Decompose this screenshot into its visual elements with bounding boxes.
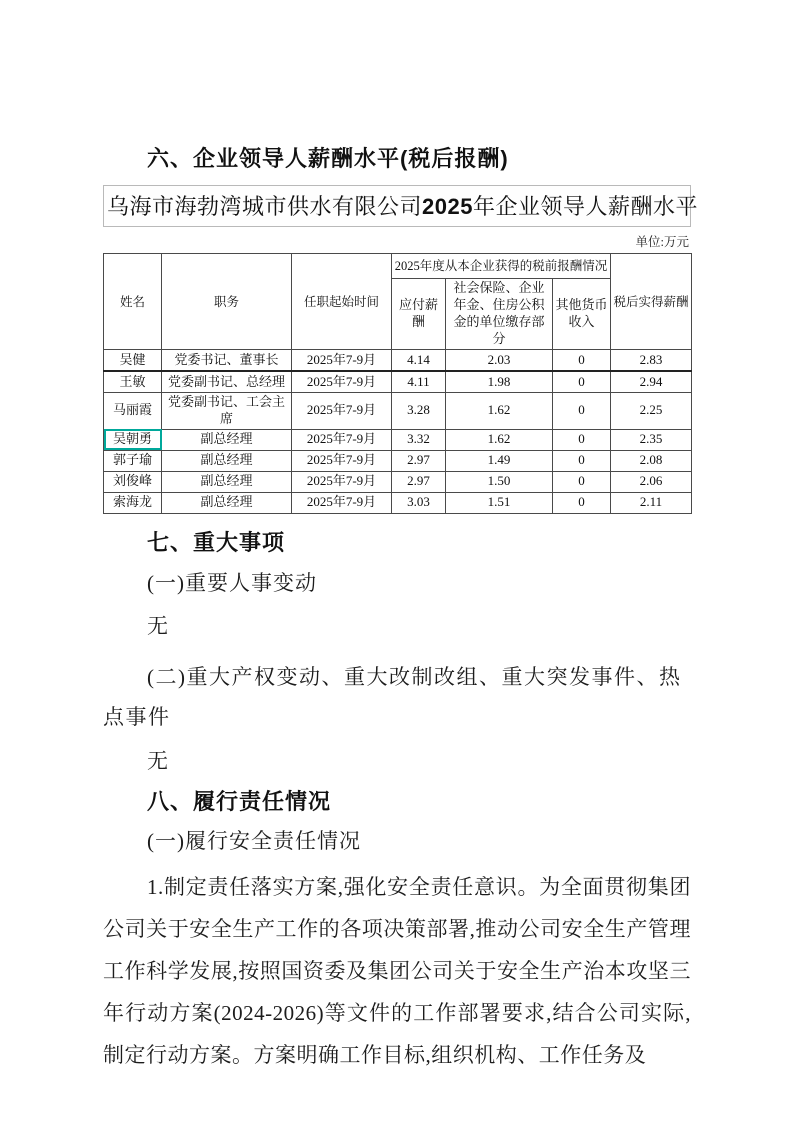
- section-heading-major-events: 七、重大事项: [147, 529, 286, 555]
- cell-aftertax: 2.25: [611, 392, 692, 429]
- cell-start-time: 2025年7-9月: [292, 429, 392, 450]
- table-row: [104, 429, 692, 450]
- cell-position: 副总经理: [162, 471, 292, 492]
- section-heading-responsibility: 八、履行责任情况: [147, 788, 332, 814]
- cell-other: 0: [553, 471, 611, 492]
- col-header-aftertax: 税后实得薪酬: [611, 254, 692, 350]
- cell-name: 索海龙: [104, 492, 162, 513]
- cell-position: 党委副书记、工会主席: [162, 392, 292, 429]
- cell-position: 党委书记、董事长: [162, 349, 292, 371]
- cell-social: 1.50: [446, 471, 553, 492]
- section-heading-salary: 六、企业领导人薪酬水平(税后报酬): [147, 146, 509, 171]
- col-header-start-time: 任职起始时间: [292, 254, 392, 350]
- salary-table-title-year: 2025: [422, 194, 473, 220]
- cell-name: 马丽霞: [104, 392, 162, 429]
- salary-table-title-suffix: 年企业领导人薪酬水平: [472, 194, 698, 220]
- col-header-pretax-group: 2025年度从本企业获得的税前报酬情况: [392, 254, 611, 279]
- cell-payable: 3.28: [392, 392, 446, 429]
- cell-payable: 2.97: [392, 471, 446, 492]
- cell-name: 吴健: [104, 349, 162, 371]
- unit-label: 单位:万元: [635, 235, 689, 250]
- cell-start-time: 2025年7-9月: [292, 349, 392, 371]
- table-row: [104, 492, 692, 513]
- salary-table-title-prefix: 乌海市海勃湾城市供水有限公司: [107, 194, 423, 220]
- cell-start-time: 2025年7-9月: [292, 471, 392, 492]
- cell-payable: 4.11: [392, 371, 446, 393]
- cell-start-time: 2025年7-9月: [292, 492, 392, 513]
- cell-social: 1.98: [446, 371, 553, 393]
- cell-social: 1.51: [446, 492, 553, 513]
- cell-payable: 3.32: [392, 429, 446, 450]
- cell-start-time: 2025年7-9月: [292, 450, 392, 471]
- col-header-name: 姓名: [104, 254, 162, 350]
- none-text-2: 无: [147, 748, 169, 773]
- table-row: [104, 450, 692, 471]
- col-header-social-insurance: 社会保险、企业年金、住房公积金的单位缴存部分: [446, 279, 553, 350]
- cell-start-time: 2025年7-9月: [292, 392, 392, 429]
- cell-payable: 2.97: [392, 450, 446, 471]
- salary-table-block: [103, 185, 698, 513]
- cell-other: 0: [553, 349, 611, 371]
- cell-aftertax: 2.08: [611, 450, 692, 471]
- salary-table-body: [104, 349, 692, 513]
- cell-social: 2.03: [446, 349, 553, 371]
- cell-name: 王敏: [104, 371, 162, 393]
- subsection-personnel-changes: (一)重要人事变动: [147, 571, 317, 596]
- table-row: [104, 392, 692, 429]
- cell-payable: 4.14: [392, 349, 446, 371]
- cell-position: 副总经理: [162, 492, 292, 513]
- cell-payable: 3.03: [392, 492, 446, 513]
- subsection-safety-responsibility: (一)履行安全责任情况: [147, 829, 361, 854]
- cell-position: 副总经理: [162, 450, 292, 471]
- table-row: [104, 471, 692, 492]
- cell-aftertax: 2.35: [611, 429, 692, 450]
- cell-start-time: 2025年7-9月: [292, 371, 392, 393]
- subsection-property-changes: (二)重大产权变动、重大改制改组、重大突发事件、热点事件: [103, 664, 682, 729]
- cell-social: 1.62: [446, 392, 553, 429]
- salary-table-header: [104, 254, 692, 350]
- cell-name: 刘俊峰: [104, 471, 162, 492]
- none-text-1: 无: [147, 614, 169, 639]
- cell-aftertax: 2.11: [611, 492, 692, 513]
- table-row: [104, 349, 692, 371]
- cell-other: 0: [553, 450, 611, 471]
- cell-aftertax: 2.94: [611, 371, 692, 393]
- col-header-payable: 应付薪酬: [392, 279, 446, 350]
- cell-name-selected[interactable]: 吴朝勇: [104, 429, 162, 450]
- body-paragraph-safety-plan: 1.制定责任落实方案,强化安全责任意识。为全面贯彻集团公司关于安全生产工作的各项决策部署,推动公司安全生产管理工作科学发展,按照国资委及集团公司关于安全生产治本攻坚三年行动方案(2024-2026)等文件的工作部署要求,结合公司实际,制定行动方案。方案明确工作目标,组织机构、工作任务及: [103, 875, 691, 1068]
- salary-table: [103, 253, 692, 513]
- salary-table-title: [103, 185, 698, 227]
- cell-other: 0: [553, 492, 611, 513]
- cell-name: 郭子瑜: [104, 450, 162, 471]
- cell-social: 1.62: [446, 429, 553, 450]
- cell-other: 0: [553, 429, 611, 450]
- cell-other: 0: [553, 371, 611, 393]
- cell-aftertax: 2.06: [611, 471, 692, 492]
- cell-other: 0: [553, 392, 611, 429]
- page-content: [103, 146, 698, 1076]
- cell-aftertax: 2.83: [611, 349, 692, 371]
- col-header-other-income: 其他货币收入: [553, 279, 611, 350]
- cell-social: 1.49: [446, 450, 553, 471]
- cell-position: 副总经理: [162, 429, 292, 450]
- col-header-position: 职务: [162, 254, 292, 350]
- table-row: [104, 371, 692, 393]
- cell-position: 党委副书记、总经理: [162, 371, 292, 393]
